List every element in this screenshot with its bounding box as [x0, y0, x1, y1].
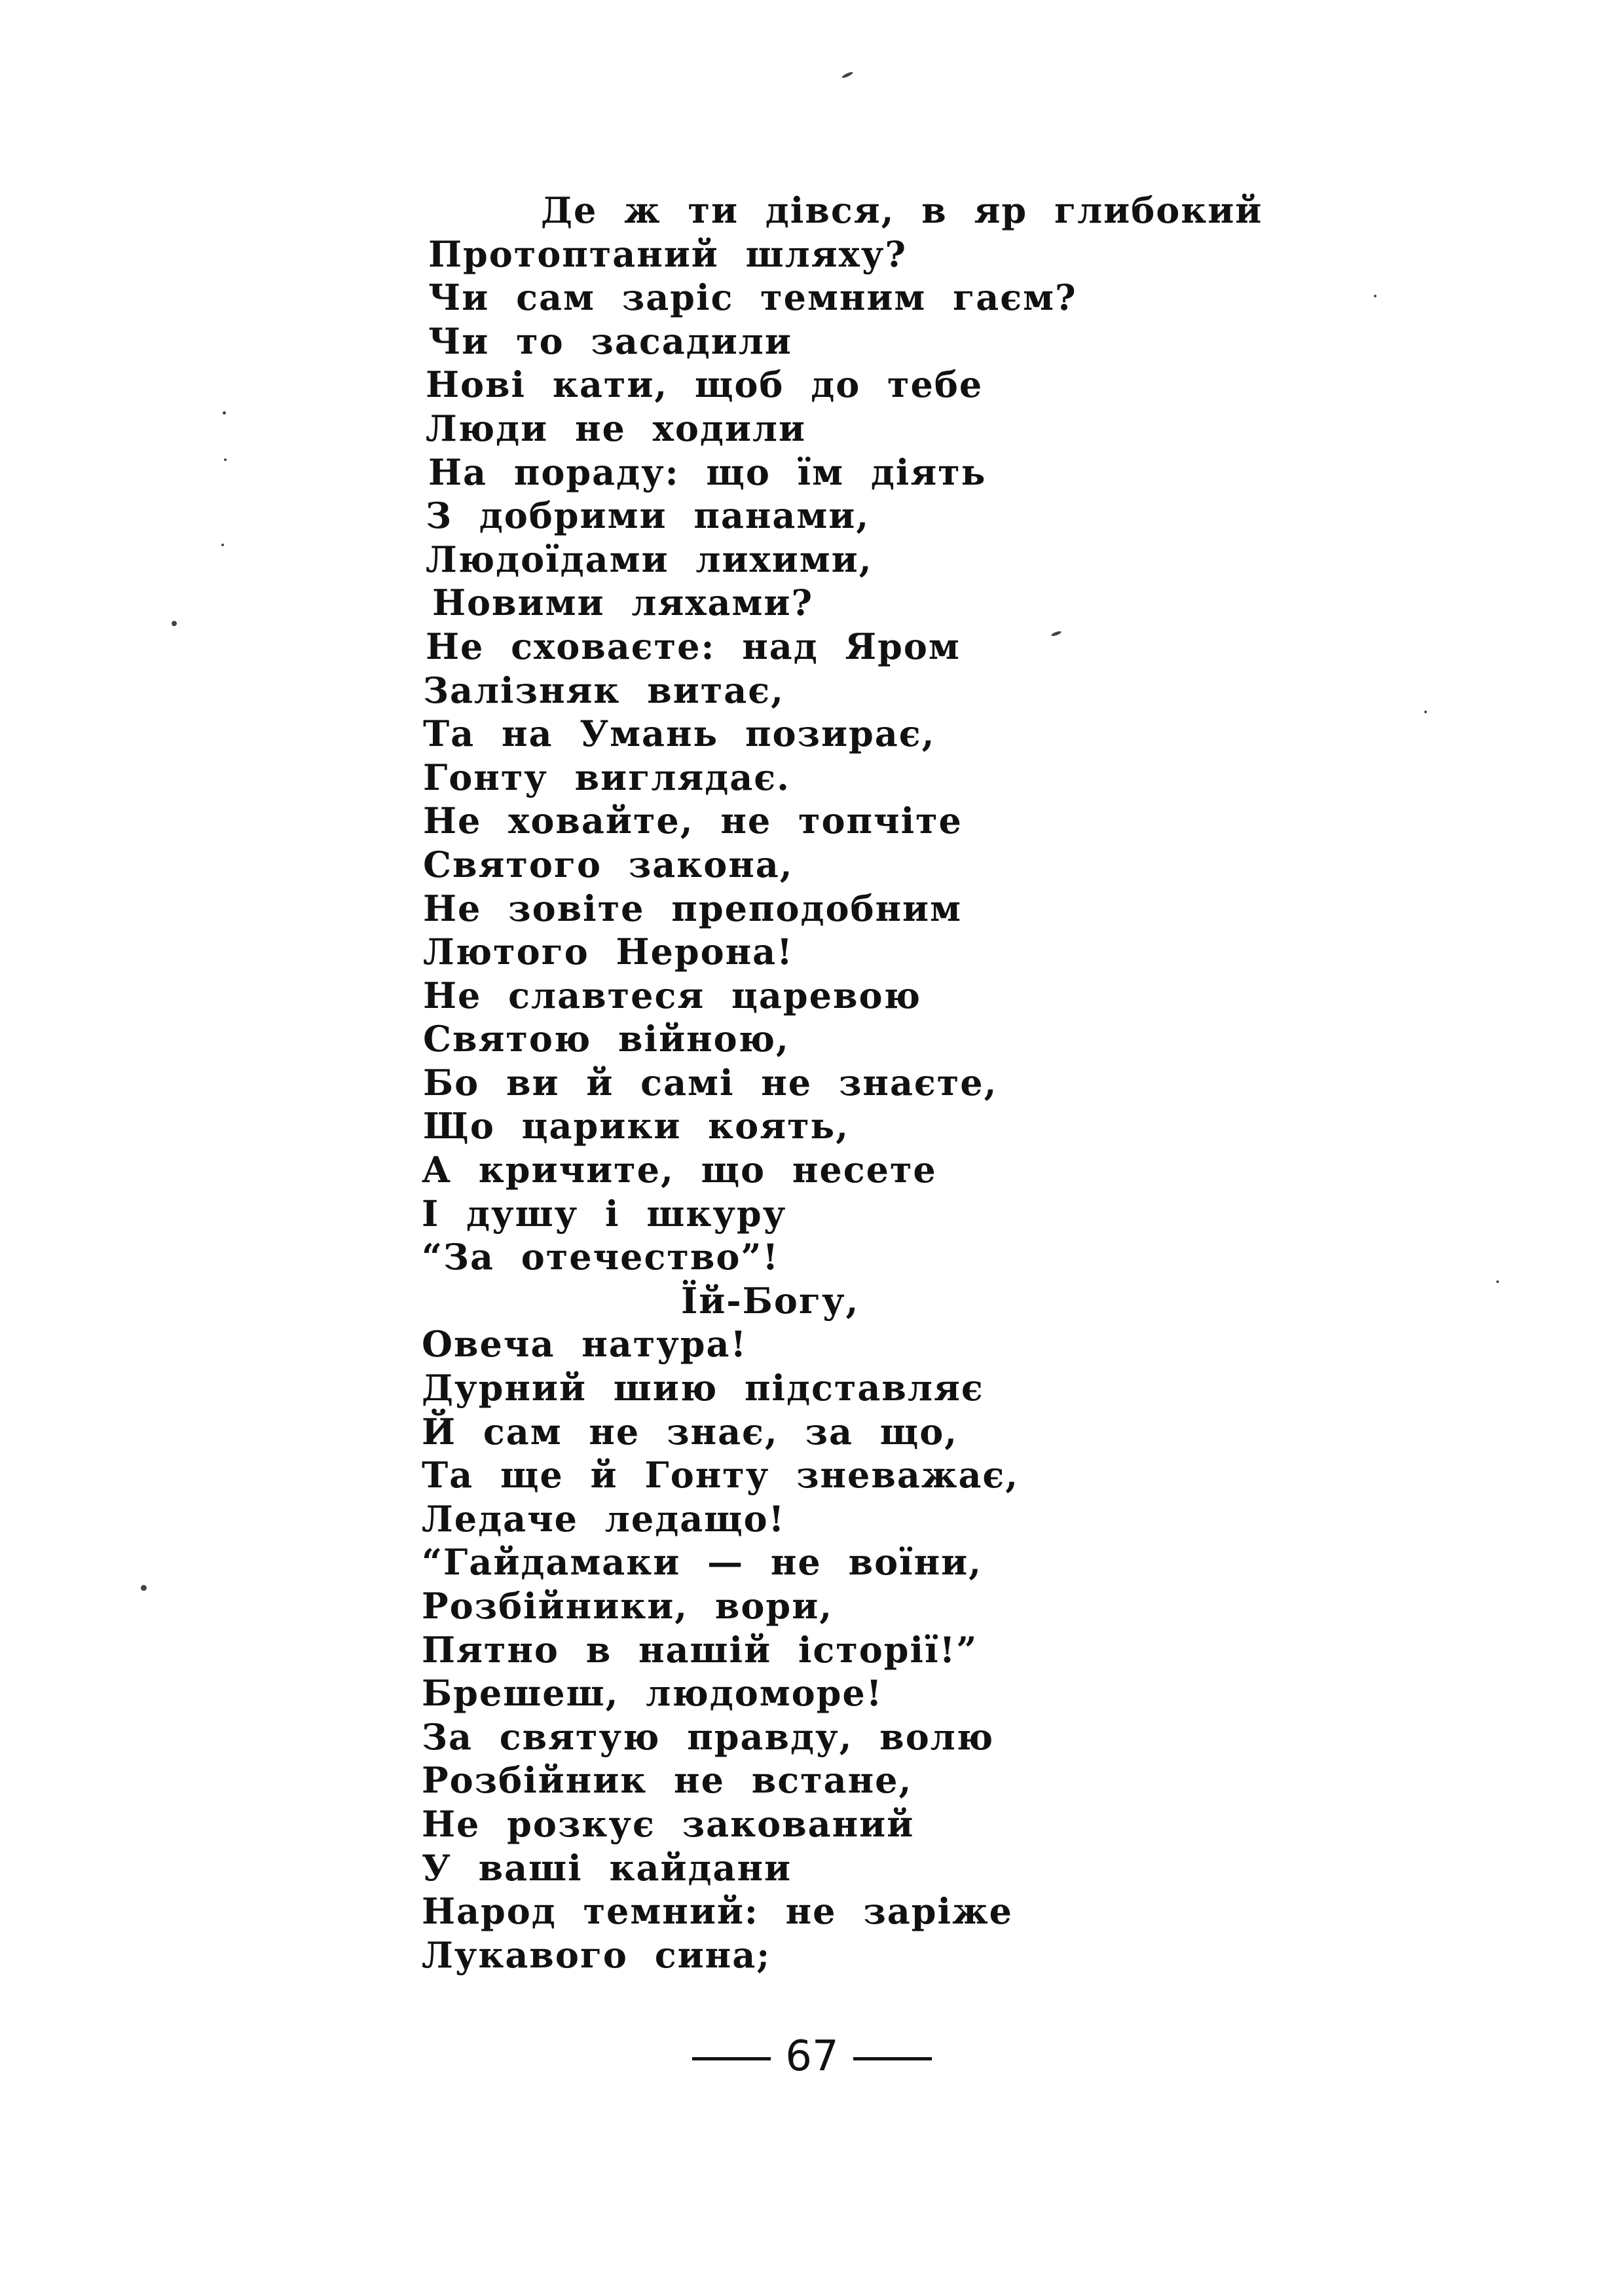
poem-line: Не розкує закований [422, 1802, 915, 1845]
poem-line: Розбійник не встане, [422, 1759, 913, 1802]
poem-line: Святого закона, [423, 843, 794, 885]
poem-line: За святую правду, волю [422, 1715, 995, 1758]
scan-speck [221, 544, 224, 546]
scan-speck [224, 458, 227, 461]
poem-line: Й сам не знає, за що, [422, 1410, 959, 1453]
poem-line: Бо ви й самі не знаєте, [423, 1061, 998, 1104]
poem-line: Брешеш, людоморе! [422, 1672, 883, 1715]
poem-line: Що царики коять, [423, 1105, 849, 1147]
poem-line: Протоптаний шляху? [428, 233, 908, 275]
poem-line: Святою війною, [423, 1018, 790, 1060]
page-number-left-dash [692, 2057, 771, 2060]
poem-line: З добрими панами, [426, 494, 870, 537]
poem-line: Де ж ти дівся, в яр глибокий [541, 189, 1263, 231]
scan-speck [172, 621, 177, 626]
poem-line: Не зовіте преподобним [423, 887, 962, 929]
page-number-value: 67 [785, 2032, 839, 2081]
poem-line: Чи сам заріс темним гаєм? [428, 276, 1077, 319]
scan-speck [841, 71, 853, 79]
page-number-right-dash [853, 2057, 932, 2060]
poem-line: “Гайдамаки — не воїни, [422, 1541, 983, 1584]
poem-line: Лукавого сина; [422, 1933, 771, 1976]
poem-line: А кричите, що несете [422, 1149, 937, 1191]
page-number [0, 2030, 1624, 2083]
poem-line: Розбійники, вори, [422, 1585, 834, 1627]
poem-line: Не ховайте, не топчіте [423, 800, 963, 842]
poem-line: Люди не ходили [426, 407, 807, 449]
poem-line: Чи то засадили [428, 320, 792, 362]
poem-line: І душу і шкуру [422, 1192, 787, 1235]
poem-line: Лютого Нерона! [423, 931, 794, 973]
scan-speck [1374, 295, 1376, 297]
poem-line: Не славтеся царевою [423, 974, 921, 1016]
poem-line: Дурний шию підставляє [422, 1367, 984, 1409]
poem-line: Пятно в нашій історії!” [422, 1628, 978, 1671]
poem-line-centered: Їй-Богу, [681, 1279, 860, 1322]
poem-line: Народ темний: не заріже [422, 1890, 1013, 1933]
poem-line: Ледаче ледащо! [422, 1497, 786, 1540]
poem-line: Гонту виглядає. [423, 756, 790, 798]
poem-line: Нові кати, щоб до тебе [426, 363, 984, 406]
poem-line: Новими ляхами? [432, 582, 814, 624]
poem-line: Залізняк витає, [423, 669, 784, 711]
scan-speck [1496, 1280, 1499, 1283]
poem-line: “За отечество”! [422, 1236, 780, 1278]
poem-line: Овеча натура! [422, 1323, 748, 1366]
poem-line: Та на Умань позирає, [423, 713, 936, 755]
scan-speck [223, 411, 226, 415]
poem-line: Не сховаєте: над Яром [426, 625, 961, 667]
scan-speck [141, 1585, 147, 1591]
poem-line: У ваші кайдани [422, 1846, 792, 1889]
scan-speck [1424, 711, 1427, 713]
poem-text [419, 189, 1336, 1977]
poem-line: На пораду: що їм діять [428, 451, 987, 493]
poem-line: Та ще й Гонту зневажає, [422, 1454, 1020, 1497]
poem-line: Людоїдами лихими, [426, 538, 873, 580]
